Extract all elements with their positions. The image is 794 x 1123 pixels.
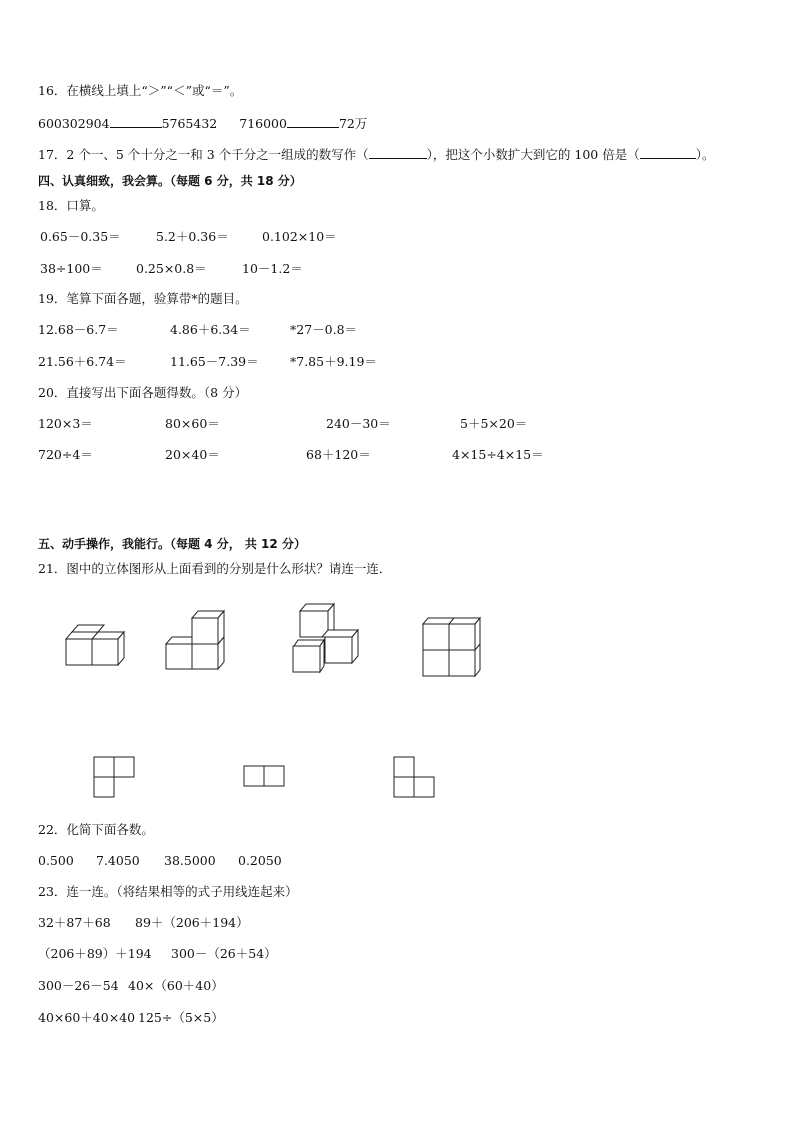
q20-item: 80×60＝	[165, 416, 220, 431]
q22-value: 7.4050	[96, 853, 140, 868]
q22-value: 0.500	[38, 853, 74, 868]
q19-item: *27－0.8＝	[290, 322, 358, 337]
q22-value: 38.5000	[164, 853, 216, 868]
q16-a-right: 5765432	[161, 116, 218, 131]
q20-item: 720÷4＝	[38, 447, 93, 462]
q16-blank-1[interactable]	[110, 115, 162, 128]
q16-title: 16．在横线上填上“＞”“＜”或“＝”。	[38, 83, 243, 98]
q20-item: 240－30＝	[326, 416, 391, 431]
q23-left-expr: 40×60＋40×40	[38, 1010, 136, 1025]
q20-item: 68＋120＝	[306, 447, 371, 462]
q19-item: 4.86＋6.34＝	[170, 322, 251, 337]
section-5-heading: 五、动手操作，我能行。（每题 4 分， 共 12 分）	[38, 537, 306, 551]
q16-blank-2[interactable]	[287, 115, 339, 128]
q16-compare-row	[38, 115, 367, 132]
q23-title: 23．连一连。（将结果相等的式子用线连起来）	[38, 884, 298, 899]
q16-b-right: 72万	[338, 116, 368, 131]
q20-item: 5＋5×20＝	[460, 416, 528, 431]
q18-item: 5.2＋0.36＝	[156, 229, 229, 244]
q17-line	[38, 146, 715, 163]
q22-value: 0.2050	[238, 853, 282, 868]
top-view-shape-1	[93, 756, 137, 798]
top-view-shape-2	[243, 765, 287, 789]
q18-item: 38÷100＝	[40, 261, 103, 276]
q23-right-expr: 125÷（5×5）	[138, 1010, 224, 1025]
q18-item: 0.65－0.35＝	[40, 229, 121, 244]
solid-figure-4	[418, 614, 484, 680]
q23-right-expr: 40×（60＋40）	[128, 978, 224, 993]
q19-item: 11.65－7.39＝	[170, 354, 259, 369]
q18-item: 10－1.2＝	[242, 261, 303, 276]
top-view-shape-3	[393, 756, 437, 798]
q17-part3: ）。	[695, 147, 715, 162]
q17-blank-1[interactable]	[369, 146, 427, 159]
q22-title: 22．化简下面各数。	[38, 822, 154, 837]
q21-title: 21．图中的立体图形从上面看到的分别是什么形状？请连一连．	[38, 561, 392, 576]
q19-title: 19．笔算下面各题，验算带*的题目。	[38, 291, 248, 306]
solid-figure-3	[290, 602, 362, 674]
q23-right-expr: 300－（26＋54）	[171, 946, 277, 961]
q17-part1: 17．2 个一、5 个十分之一和 3 个千分之一组成的数写作（	[38, 147, 369, 162]
q16-a-left: 600302904	[38, 116, 110, 131]
solid-figure-1	[60, 622, 130, 672]
q19-item: 21.56＋6.74＝	[38, 354, 127, 369]
q20-item: 120×3＝	[38, 416, 93, 431]
q20-item: 4×15÷4×15＝	[452, 447, 544, 462]
q17-part2: ），把这个小数扩大到它的 100 倍是（	[426, 147, 640, 162]
solid-figure-2	[162, 608, 232, 672]
q17-blank-2[interactable]	[640, 146, 696, 159]
q20-item: 20×40＝	[165, 447, 220, 462]
q23-right-expr: 89＋（206＋194）	[135, 915, 249, 930]
q23-left-expr: 32＋87＋68	[38, 915, 111, 930]
q16-b-left: 716000	[239, 116, 287, 131]
q18-title: 18．口算。	[38, 198, 104, 213]
q18-item: 0.102×10＝	[262, 229, 337, 244]
q19-item: 12.68－6.7＝	[38, 322, 119, 337]
section-4-heading: 四、认真细致，我会算。（每题 6 分，共 18 分）	[38, 174, 302, 188]
q18-item: 0.25×0.8＝	[136, 261, 207, 276]
q20-title: 20．直接写出下面各题得数。（8 分）	[38, 385, 248, 400]
q19-item: *7.85＋9.19＝	[290, 354, 377, 369]
q23-left-expr: （206＋89）＋194	[38, 946, 152, 961]
q23-left-expr: 300－26－54	[38, 978, 119, 993]
